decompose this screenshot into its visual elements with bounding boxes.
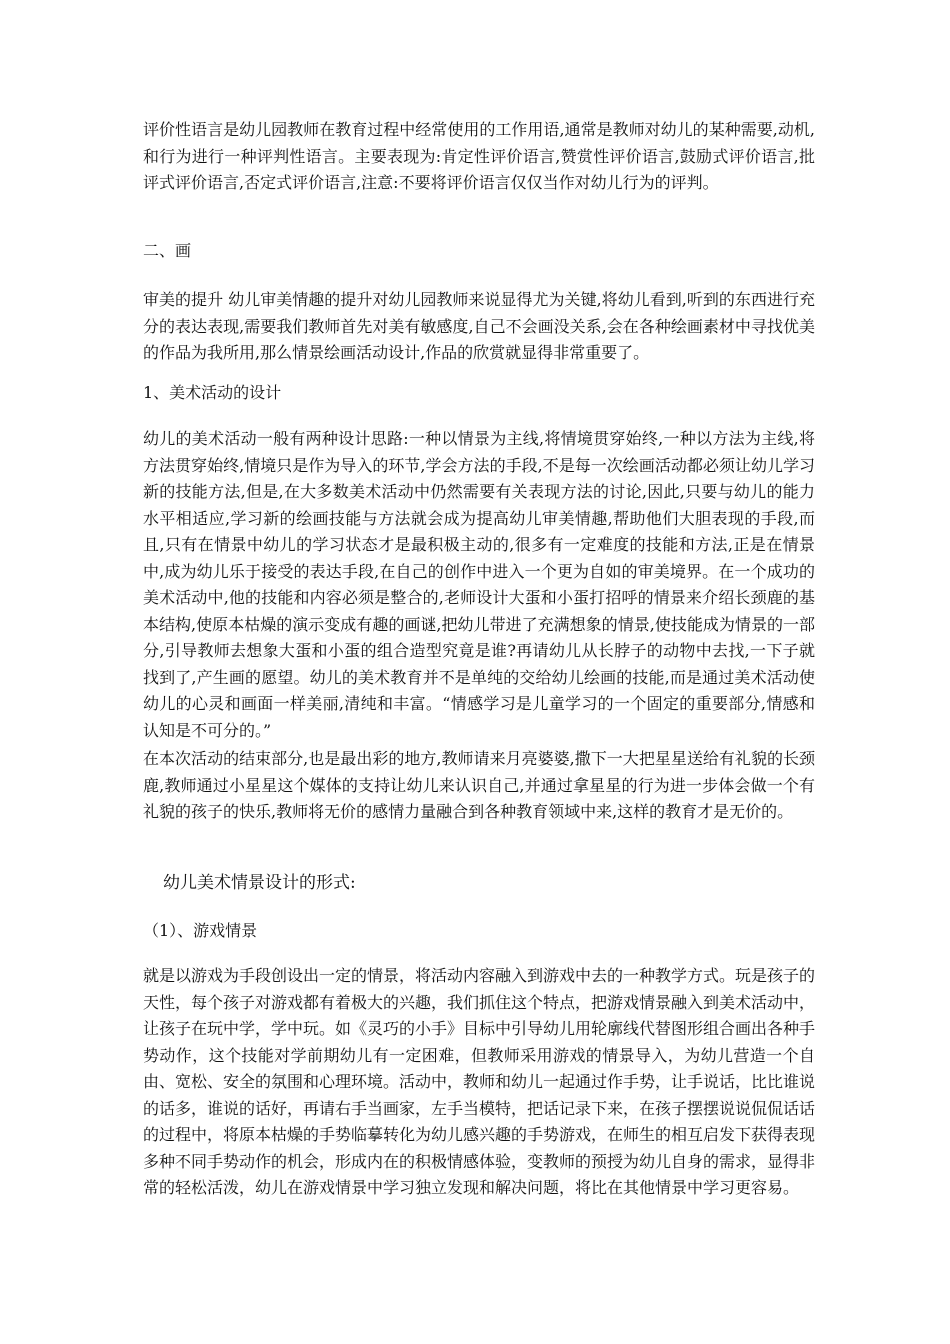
subsection-heading-art-design: 1、美术活动的设计: [143, 383, 282, 402]
paragraph-aesthetic-improvement: 审美的提升 幼儿审美情趣的提升对幼儿园教师来说显得尤为关键,将幼儿看到,听到的东西进行充分的表达表现,需要我们教师首先对美有敏感度,自己不会画没关系,会在各种绘画素材中寻找优美的作品为我所用,那么情景绘画活动设计,作品的欣赏就显得非常重要了。: [143, 290, 815, 362]
paragraph-activity-ending: 在本次活动的结束部分,也是最出彩的地方,教师请来月亮婆婆,撒下一大把星星送给有礼貌的长颈鹿,教师通过小星星这个媒体的支持让幼儿来认识自己,并通过拿星星的行为进一步体会做一个有礼貌的孩子的快乐,教师将无价的感情力量融合到各种教育领域中来,这样的教育才是无价的。: [143, 749, 815, 821]
paragraph-game-scenario: 就是以游戏为手段创设出一定的情景，将活动内容融入到游戏中去的一种教学方式。玩是孩子的天性，每个孩子对游戏都有着极大的兴趣，我们抓住这个特点，把游戏情景融入到美术活动中，让孩子在玩中学，学中玩。如《灵巧的小手》目标中引导幼儿用轮廓线代替图形组合画出各种手势动作，这个技能对学前期幼儿有一定困难，但教师采用游戏的情景导入，为幼儿营造一个自由、宽松、安全的氛围和心理环境。活动中，教师和幼儿一起通过作手势，让手说话，比比谁说的话多，谁说的话好，再请右手当画家，左手当模特，把话记录下来，在孩子摆摆说说侃侃话话的过程中，将原本枯燥的手势临摹转化为幼儿感兴趣的手势游戏，在师生的相互启发下获得表现多种不同手势动作的机会，形成内在的积极情感体验，变教师的预授为幼儿自身的需求，显得非常的轻松活泼，幼儿在游戏情景中学习独立发现和解决问题，将比在其他情景中学习更容易。: [143, 966, 816, 1197]
heading-design-forms: 幼儿美术情景设计的形式:: [163, 873, 356, 893]
paragraph-evaluative-language: 评价性语言是幼儿园教师在教育过程中经常使用的工作用语,通常是教师对幼儿的某种需要,动机,和行为进行一种评判性语言。主要表现为:肯定性评价语言,赞赏性评价语言,鼓励式评价语言,批评式评价语言,否定式评价语言,注意:不要将评价语言仅仅当作对幼儿行为的评判。: [143, 120, 815, 192]
heading-game-scenario: （1）、游戏情景: [143, 921, 258, 940]
paragraph-art-activity-design: 幼儿的美术活动一般有两种设计思路:一种以情景为主线,将情境贯穿始终,一种以方法为主线,将方法贯穿始终,情境只是作为导入的环节,学会方法的手段,不是每一次绘画活动都必须让幼儿学习新的技能方法,但是,在大多数美术活动中仍然需要有关表现方法的讨论,因此,只要与幼儿的能力水平相适应,学习新的绘画技能与方法就会成为提高幼儿审美情趣,帮助他们大胆表现的手段,而且,只有在情景中幼儿的学习状态才是最积极主动的,很多有一定难度的技能和方法,正是在情景中,成为幼儿乐于接受的表达手段,在自己的创作中进入一个更为自如的审美境界。在一个成功的美术活动中,他的技能和内容必须是整合的,老师设计大蛋和小蛋打招呼的情景来介绍长颈鹿的基本结构,使原本枯燥的演示变成有趣的画谜,把幼儿带进了充满想象的情景,使技能成为情景的一部分,引导教师去想象大蛋和小蛋的组合造型究竟是谁?再请幼儿从长脖子的动物中去找,一下子就找到了,产生画的愿望。幼儿的美术教育并不是单纯的交给幼儿绘画的技能,而是通过美术活动使幼儿的心灵和画面一样美丽,清纯和丰富。“情感学习是儿童学习的一个固定的重要部分,情感和认知是不可分的。”: [143, 429, 815, 740]
section-heading-drawing: 二、画: [143, 241, 192, 260]
